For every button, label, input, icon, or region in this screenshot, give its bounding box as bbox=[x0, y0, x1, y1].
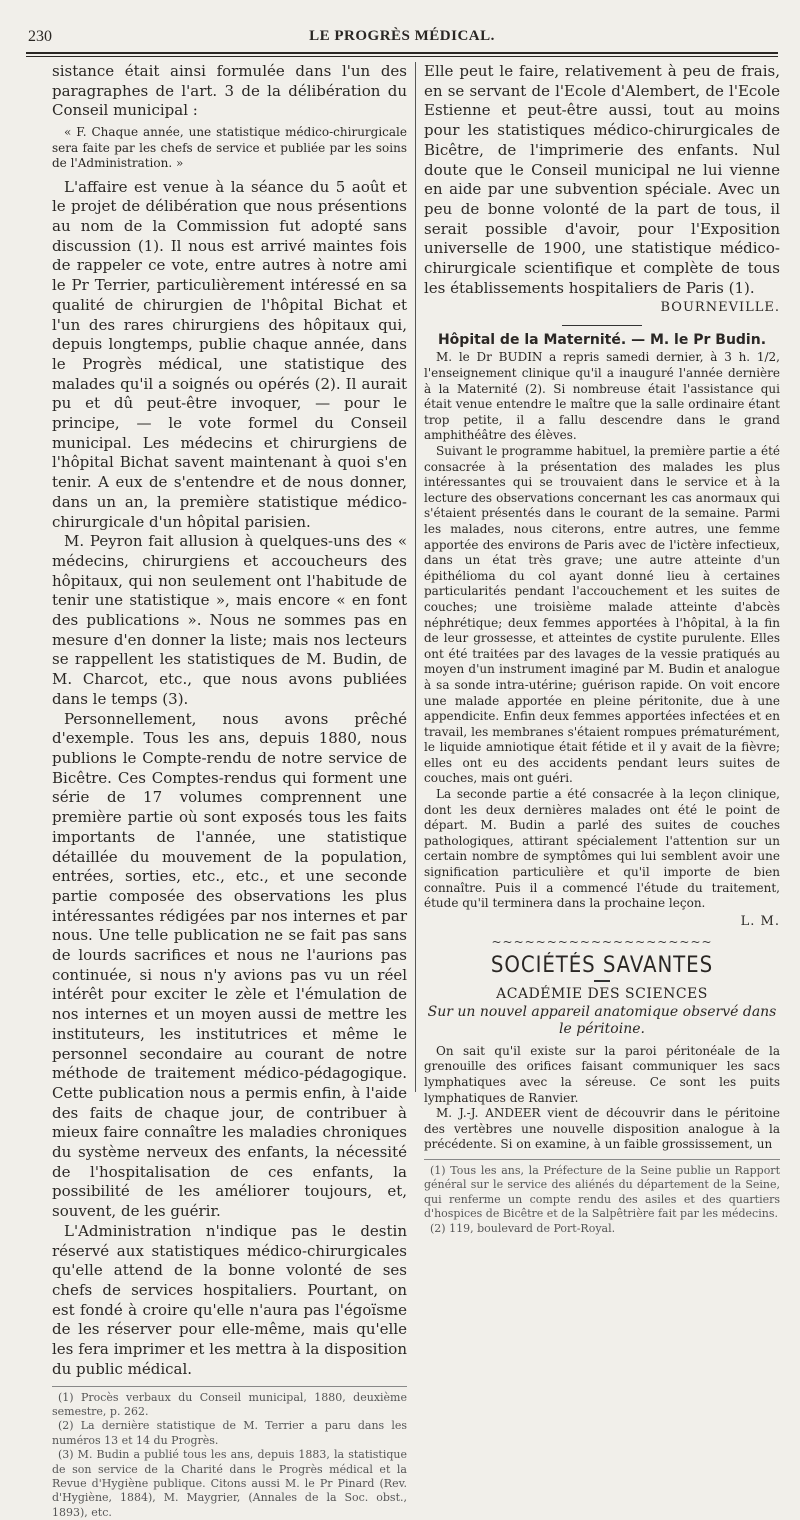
footnote: (1) Procès verbaux du Conseil municipal, 1880, deuxième semestre, p. 262. bbox=[52, 1391, 407, 1420]
header-rule bbox=[26, 52, 778, 54]
paragraph: On sait qu'il existe sur la paroi péritonéale de la grenouille des orifices faisant communiquer les sacs lymphatiques avec la séreuse. Ce sont les puits lymphatiques de Ranvier. bbox=[424, 1044, 780, 1106]
footnote: (1) Tous les ans, la Préfecture de la Seine publie un Rapport général sur le service des aliénés du département de la Seine, qui renferme un compte rendu des asiles et des quartiers d'hospices de Bicêtre et de la Salpêtrière fait par les médecins. bbox=[424, 1164, 780, 1222]
signature: L. M. bbox=[424, 914, 780, 929]
paragraph: Elle peut le faire, relativement à peu de frais, en se servant de l'Ecole d'Alembert, de l'Ecole Estienne et peut-être aussi, tout au moins pour les statistiques médico-chirurgicales de Bicêtre, de l'imprimerie des enfants. Nul doute que le Conseil municipal ne lui vienne en aide par une subvention spéciale. Avec un peu de bonne volonté de la part de tous, il serait possible d'avoir, pour l'Exposition universelle de 1900, une statistique médico-chirurgicale scientifique et complète de tous les établissements hospitaliers de Paris (1). bbox=[424, 62, 780, 298]
column-divider bbox=[415, 62, 416, 1092]
article-subtitle: Sur un nouvel appareil anatomique observé dans le péritoine. bbox=[424, 1004, 780, 1038]
footnote: (3) M. Budin a publié tous les ans, depuis 1883, la statistique de son service de la Charité dans le Progrès médical et la Revue d'Hygiène publique. Citons aussi M. le Pr Pinard (Rev. d'Hygiène, 1884), M. Maygrier, (Annales de la Soc. obst., 1893), etc. bbox=[52, 1448, 407, 1520]
journal-title: LE PROGRÈS MÉDICAL. bbox=[26, 28, 778, 45]
footnotes bbox=[52, 1386, 407, 1520]
page-number: 230 bbox=[28, 28, 52, 46]
left-column bbox=[52, 62, 407, 1520]
ornament-divider: ~~~~~~~~~~~~~~~~~~~~ bbox=[424, 935, 780, 949]
right-column bbox=[424, 62, 780, 1236]
paragraph: Personnellement, nous avons prêché d'exemple. Tous les ans, depuis 1880, nous publions le Compte-rendu de notre service de Bicêtre. Ces Comptes-rendus qui forment une série de 17 volumes comprennent une première partie où sont exposés tous les faits importants de l'année, une statistique détaillée du mouvement de la population, entrées, sorties, etc., etc., et une seconde partie composée des observations les plus intéressantes rédigées par nos internes et par nous. Une telle publication ne se fait pas sans de lourds sacrifices et nous ne l'aurions pas continuée, si nous n'y avions pas vu un réel intérêt pour exciter le zèle et l'émulation de nos internes et un moyen aussi de mettre les instituteurs, les institutrices et même le personnel secondaire au courant de notre méthode de traitement médico-pédagogique. Cette publication nous a permis enfin, à l'aide des faits de chaque jour, de contribuer à mieux faire connaître les maladies chroniques du système nerveux des enfants, la nécessité de l'hospitalisation de ces enfants, la possibilité de les améliorer toujours, et, souvent, de les guérir. bbox=[52, 710, 407, 1222]
quoted-article: « F. Chaque année, une statistique médico-chirurgicale sera faite par les chefs de service et publiée par les soins de l'Administration. » bbox=[52, 125, 407, 172]
paragraph: L'Administration n'indique pas le destin réservé aux statistiques médico-chirurgicales qu'elle attend de la bonne volonté de ses chefs de services hospitaliers. Pourtant, on est fondé à croire qu'elle n'aura pas l'égoïsme de les réserver pour elle-même, mais qu'elle les fera imprimer et les mettra à la disposition du public médical. bbox=[52, 1222, 407, 1380]
footnote: (2) 119, boulevard de Port-Royal. bbox=[424, 1222, 780, 1236]
paragraph: La seconde partie a été consacrée à la leçon clinique, dont les deux dernières malades ont été le point de départ. M. Budin a parlé des suites de couches pathologiques, attirant spécialement l'attention sur un certain nombre de symptômes qui lui semblent avoir une signification particulière et qu'il importe de bien connaître. Puis il a commencé l'étude du traitement, étude qu'il terminera dans la prochaine leçon. bbox=[424, 787, 780, 912]
paragraph: Suivant le programme habituel, la première partie a été consacrée à la présentation des malades les plus intéressantes qui se trouvaient dans le service et à la lecture des observations concernant les cas anormaux qui s'étaient présentés dans le courant de la semaine. Parmi les malades, nous citerons, entre autres, une femme apportée des environs de Paris avec de l'ictère infectieux, dans un état très grave; une autre atteinte d'un épithélioma du col ayant donné lieu à certaines particularités pendant l'accouchement et les suites de couches; une troisième malade atteinte d'abcès néphrétique; deux femmes apportées à l'hôpital, à la fin de leur grossesse, et atteintes de cystite purulente. Elles ont été traitées par des lavages de la vessie pratiqués au moyen d'un instrument imaginé par M. Budin et analogue à sa sonde intra-utérine; guérison rapide. On voit encore une malade apportée en pleine péritonite, due à une appendicite. Enfin deux femmes apportées infectées et en travail, les membranes s'étaient rompues prématurément, le liquide amniotique était fétide et il y avait de la fièvre; elles ont eu des accidents pendant leurs suites de couches, mais ont guéri. bbox=[424, 444, 780, 787]
paragraph: M. J.-J. ANDEER vient de découvrir dans le péritoine des vertèbres une nouvelle disposition analogue à la précédente. Si on examine, à un faible grossissement, un bbox=[424, 1106, 780, 1153]
societes-heading: SOCIÉTÉS SAVANTES bbox=[442, 953, 762, 978]
section-separator bbox=[562, 325, 642, 326]
footnotes bbox=[424, 1159, 780, 1236]
paragraph: M. Peyron fait allusion à quelques-uns des « médecins, chirurgiens et accoucheurs des hôpitaux, qui non seulement ont l'habitude de tenir une statistique », mais encore « en font des publications ». Nous ne sommes pas en mesure d'en donner la liste; mais nos lecteurs se rappellent les statistiques de M. Budin, de M. Charcot, etc., que nous avons publiées dans le temps (3). bbox=[52, 532, 407, 709]
footnote: (2) La dernière statistique de M. Terrier a paru dans les numéros 13 et 14 du Progrès. bbox=[52, 1419, 407, 1448]
heading-dash bbox=[594, 980, 610, 982]
signature: BOURNEVILLE. bbox=[424, 300, 780, 315]
paragraph: L'affaire est venue à la séance du 5 août et le projet de délibération que nous présentions au nom de la Commission fut adopté sans discussion (1). Il nous est arrivé maintes fois de rappeler ce vote, entre autres à notre ami le Pr Terrier, particulièrement intéressé en sa qualité de chirurgien de l'hôpital Bichat et l'un des rares chirurgiens des hôpitaux qui, depuis longtemps, publie chaque année, dans le Progrès médical, une statistique des malades qu'il a soignés ou opérés (2). Il aurait pu et dû peut-être invoquer, — pour le principe, — le vote formel du Conseil municipal. Les médecins et chirurgiens de l'hôpital Bichat savent maintenant à quoi s'en tenir. A eux de s'entendre et de nous donner, dans un an, la première statistique médico-chirurgicale d'un hôpital parisien. bbox=[52, 178, 407, 533]
header-rule-thin bbox=[26, 56, 778, 57]
paragraph: M. le Dr BUDIN a repris samedi dernier, à 3 h. 1/2, l'enseignement clinique qu'il a inauguré l'année dernière à la Maternité (2). Si nombreuse était l'assistance qui était venue entendre le maître que la salle ordinaire étant trop petite, il a fallu descendre dans le grand amphithéâtre des élèves. bbox=[424, 350, 780, 444]
section-heading: Hôpital de la Maternité. — M. le Pr Budin. bbox=[424, 332, 780, 348]
academy-heading: ACADÉMIE DES SCIENCES bbox=[424, 986, 780, 1002]
paragraph: sistance était ainsi formulée dans l'un des paragraphes de l'art. 3 de la délibération du Conseil municipal : bbox=[52, 62, 407, 121]
page-header bbox=[26, 28, 778, 50]
